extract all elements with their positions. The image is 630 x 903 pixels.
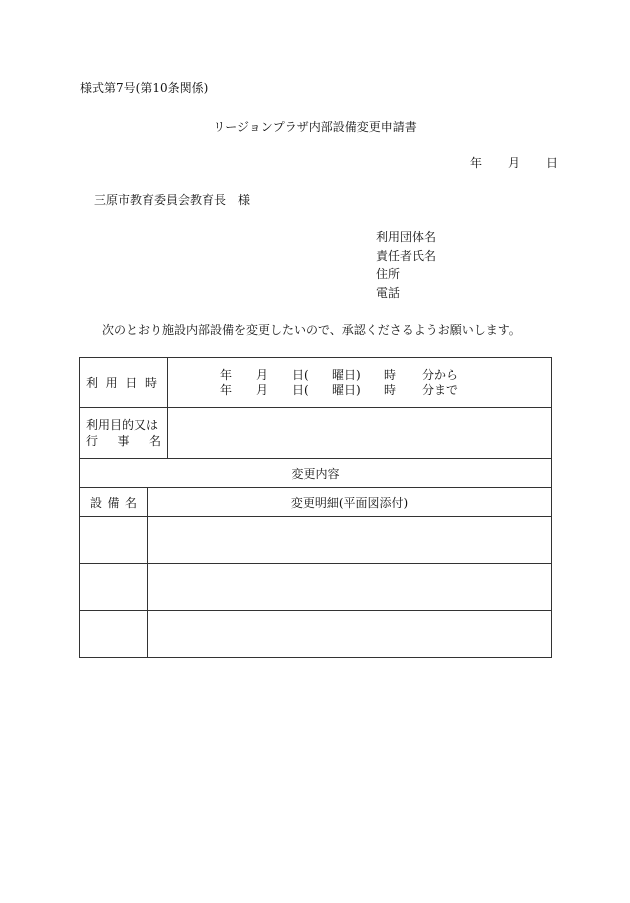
end-datetime-row bbox=[220, 383, 551, 398]
purpose-field[interactable] bbox=[168, 408, 552, 459]
equipment-name-cell-2[interactable] bbox=[80, 564, 148, 611]
document-title: リージョンプラザ内部設備変更申請書 bbox=[213, 120, 417, 134]
end-year: 年 bbox=[220, 382, 233, 397]
applicant-block bbox=[376, 231, 436, 305]
end-day: 日( bbox=[292, 382, 309, 397]
purpose-label-line1: 利用目的又は bbox=[86, 418, 159, 432]
end-month: 月 bbox=[256, 382, 269, 397]
application-table bbox=[79, 357, 552, 658]
usage-datetime-field[interactable] bbox=[168, 358, 552, 408]
applicant-org-name-label: 利用団体名 bbox=[376, 230, 437, 244]
start-month: 月 bbox=[256, 367, 269, 382]
end-hour: 時 bbox=[384, 382, 397, 397]
end-minute: 分まで bbox=[422, 382, 459, 397]
addressee: 三原市教育委員会教育長 様 bbox=[94, 193, 251, 207]
change-details-header: 変更明細(平面図添付) bbox=[148, 488, 552, 517]
usage-datetime-label: 利用日時 bbox=[80, 358, 168, 408]
application-date bbox=[470, 157, 558, 169]
equipment-name-cell-3[interactable] bbox=[80, 611, 148, 658]
purpose-label-line2: 行事名 bbox=[86, 434, 162, 448]
start-datetime-row bbox=[220, 368, 551, 383]
change-content-header: 変更内容 bbox=[80, 459, 552, 488]
equipment-name-cell-1[interactable] bbox=[80, 517, 148, 564]
applicant-phone-label: 電話 bbox=[376, 285, 401, 300]
start-minute: 分から bbox=[422, 367, 459, 382]
purpose-label bbox=[80, 408, 168, 459]
date-day: 日 bbox=[546, 156, 559, 170]
request-statement: 次のとおり施設内部設備を変更したいので、承認くださるようお願いします。 bbox=[102, 323, 521, 337]
end-weekday: 曜日) bbox=[332, 382, 361, 397]
change-details-cell-2[interactable] bbox=[148, 564, 552, 611]
date-year: 年 bbox=[470, 156, 483, 170]
change-details-cell-3[interactable] bbox=[148, 611, 552, 658]
applicant-person-name-label: 責任者氏名 bbox=[376, 248, 437, 263]
start-weekday: 曜日) bbox=[332, 367, 361, 382]
change-details-cell-1[interactable] bbox=[148, 517, 552, 564]
start-day: 日( bbox=[292, 367, 309, 382]
equipment-name-header: 設備名 bbox=[80, 488, 148, 517]
date-month: 月 bbox=[508, 156, 521, 170]
start-year: 年 bbox=[220, 367, 233, 382]
applicant-address-label: 住所 bbox=[376, 267, 401, 281]
start-hour: 時 bbox=[384, 367, 397, 382]
form-number-label: 様式第7号(第10条関係) bbox=[80, 81, 209, 95]
